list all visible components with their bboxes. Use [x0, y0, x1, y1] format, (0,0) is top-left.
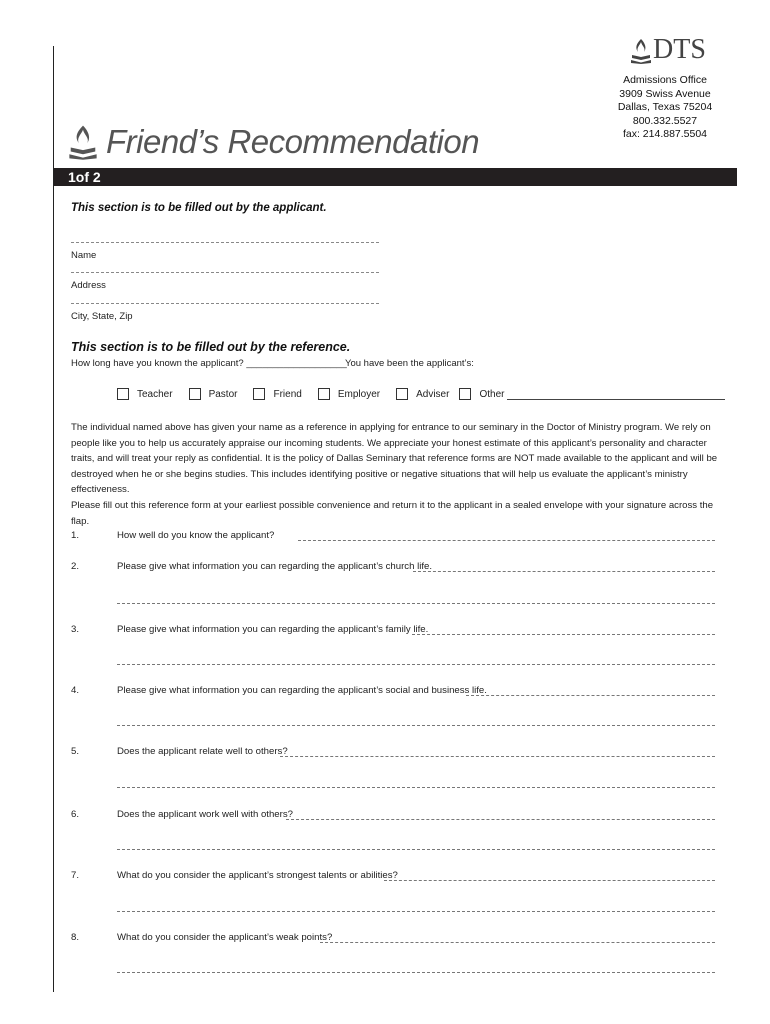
- address-line: 3909 Swiss Avenue: [619, 87, 711, 100]
- question-text: Does the applicant work well with others?: [117, 809, 293, 820]
- question-number: 8.: [71, 932, 80, 943]
- answer-line[interactable]: [412, 634, 715, 635]
- option-label: Other: [479, 388, 505, 400]
- address-line: Dallas, Texas 75204: [617, 101, 713, 113]
- page-title: Friend’s Recommendation: [106, 123, 480, 160]
- answer-line[interactable]: [117, 725, 715, 726]
- flame-book-icon: [630, 38, 652, 64]
- answer-line[interactable]: [384, 880, 715, 881]
- address-field-label: Address: [71, 280, 106, 291]
- answer-line[interactable]: [117, 911, 715, 912]
- question-number: 6.: [71, 809, 80, 820]
- checkbox[interactable]: [189, 388, 201, 400]
- page-title-block: [68, 124, 479, 160]
- question-number: 3.: [71, 624, 80, 635]
- city-state-zip-field-line[interactable]: [71, 303, 379, 304]
- flame-book-icon: [68, 124, 98, 160]
- instructions-paragraph: Please fill out this reference form at your earliest possible convenience and return it to the applicant in a sealed envelope with your signature across the flap.: [71, 500, 714, 527]
- left-margin-rule: [53, 46, 54, 992]
- intro-paragraph: The individual named above has given your name as a reference in applying for entrance to our seminary in the Doctor of Ministry program. We rely on people like you to help us accurately appraise our incoming students. We appreciate your honest estimate of this applicant’s personality and character traits, and will treat your reply as confidential. It is the policy of Dallas Seminary that reference forms are NOT made available to the applicant and will be destroyed when he or she begins studies. This includes identifying positive or negative situations that will help us evaluate the applicant’s ministry effectiveness.: [71, 422, 718, 495]
- option-label: Employer: [337, 388, 381, 400]
- answer-line[interactable]: [298, 540, 715, 541]
- checkbox[interactable]: [396, 388, 408, 400]
- option-label: Friend: [273, 388, 302, 400]
- answer-line[interactable]: [117, 664, 715, 665]
- question-text: Please give what information you can regarding the applicant’s family life.: [117, 624, 429, 635]
- known-duration-question[interactable]: How long have you known the applicant? ___________________: [71, 358, 347, 369]
- question-number: 7.: [71, 870, 80, 881]
- relationship-options: [117, 388, 725, 400]
- other-field-line[interactable]: [507, 389, 725, 400]
- answer-line[interactable]: [413, 571, 715, 572]
- applicant-section-heading: This section is to be filled out by the applicant.: [71, 202, 327, 214]
- option-label: Teacher: [137, 388, 173, 400]
- question-text: How well do you know the applicant?: [117, 530, 275, 541]
- address-field-line[interactable]: [71, 272, 379, 273]
- address-line: fax: 214.887.5504: [622, 128, 708, 140]
- name-field-label: Name: [71, 250, 97, 261]
- option-teacher[interactable]: [117, 388, 173, 400]
- answer-line[interactable]: [117, 787, 715, 788]
- answer-line[interactable]: [466, 695, 715, 696]
- answer-line[interactable]: [286, 819, 715, 820]
- dts-logo-text: DTS: [653, 34, 706, 65]
- question-text: What do you consider the applicant’s strongest talents or abilities?: [117, 870, 398, 881]
- relationship-question: You have been the applicant’s:: [345, 358, 474, 369]
- question-text: Does the applicant relate well to others?: [117, 746, 288, 757]
- checkbox[interactable]: [117, 388, 129, 400]
- option-pastor[interactable]: [189, 388, 238, 400]
- admissions-address: [600, 74, 730, 142]
- address-line: Admissions Office: [623, 74, 707, 86]
- answer-line[interactable]: [320, 942, 715, 943]
- answer-line[interactable]: [117, 972, 715, 973]
- page-bar: [54, 168, 737, 186]
- option-label: Pastor: [208, 388, 238, 400]
- question-number: 1.: [71, 530, 80, 541]
- option-adviser[interactable]: [396, 388, 449, 400]
- option-label: Adviser: [416, 388, 450, 400]
- question-text: What do you consider the applicant’s weak points?: [117, 932, 333, 943]
- address-line: 800.332.5527: [632, 114, 698, 127]
- checkbox[interactable]: [318, 388, 330, 400]
- name-field-line[interactable]: [71, 242, 379, 243]
- answer-line[interactable]: [117, 849, 715, 850]
- question-number: 5.: [71, 746, 80, 757]
- question-text: Please give what information you can regarding the applicant’s social and business life.: [117, 685, 487, 696]
- option-other[interactable]: [459, 388, 725, 400]
- reference-section-heading: This section is to be filled out by the reference.: [71, 340, 351, 354]
- checkbox[interactable]: [253, 388, 265, 400]
- city-state-zip-field-label: City, State, Zip: [71, 311, 133, 322]
- question-number: 2.: [71, 561, 80, 572]
- option-employer[interactable]: [318, 388, 380, 400]
- question-text: Please give what information you can regarding the applicant’s church life.: [117, 561, 433, 572]
- page-indicator: 1of 2: [68, 169, 101, 185]
- answer-line[interactable]: [117, 603, 715, 604]
- checkbox[interactable]: [459, 388, 471, 400]
- dts-logo: [630, 36, 706, 64]
- option-friend[interactable]: [253, 388, 301, 400]
- answer-line[interactable]: [280, 756, 715, 757]
- question-number: 4.: [71, 685, 80, 696]
